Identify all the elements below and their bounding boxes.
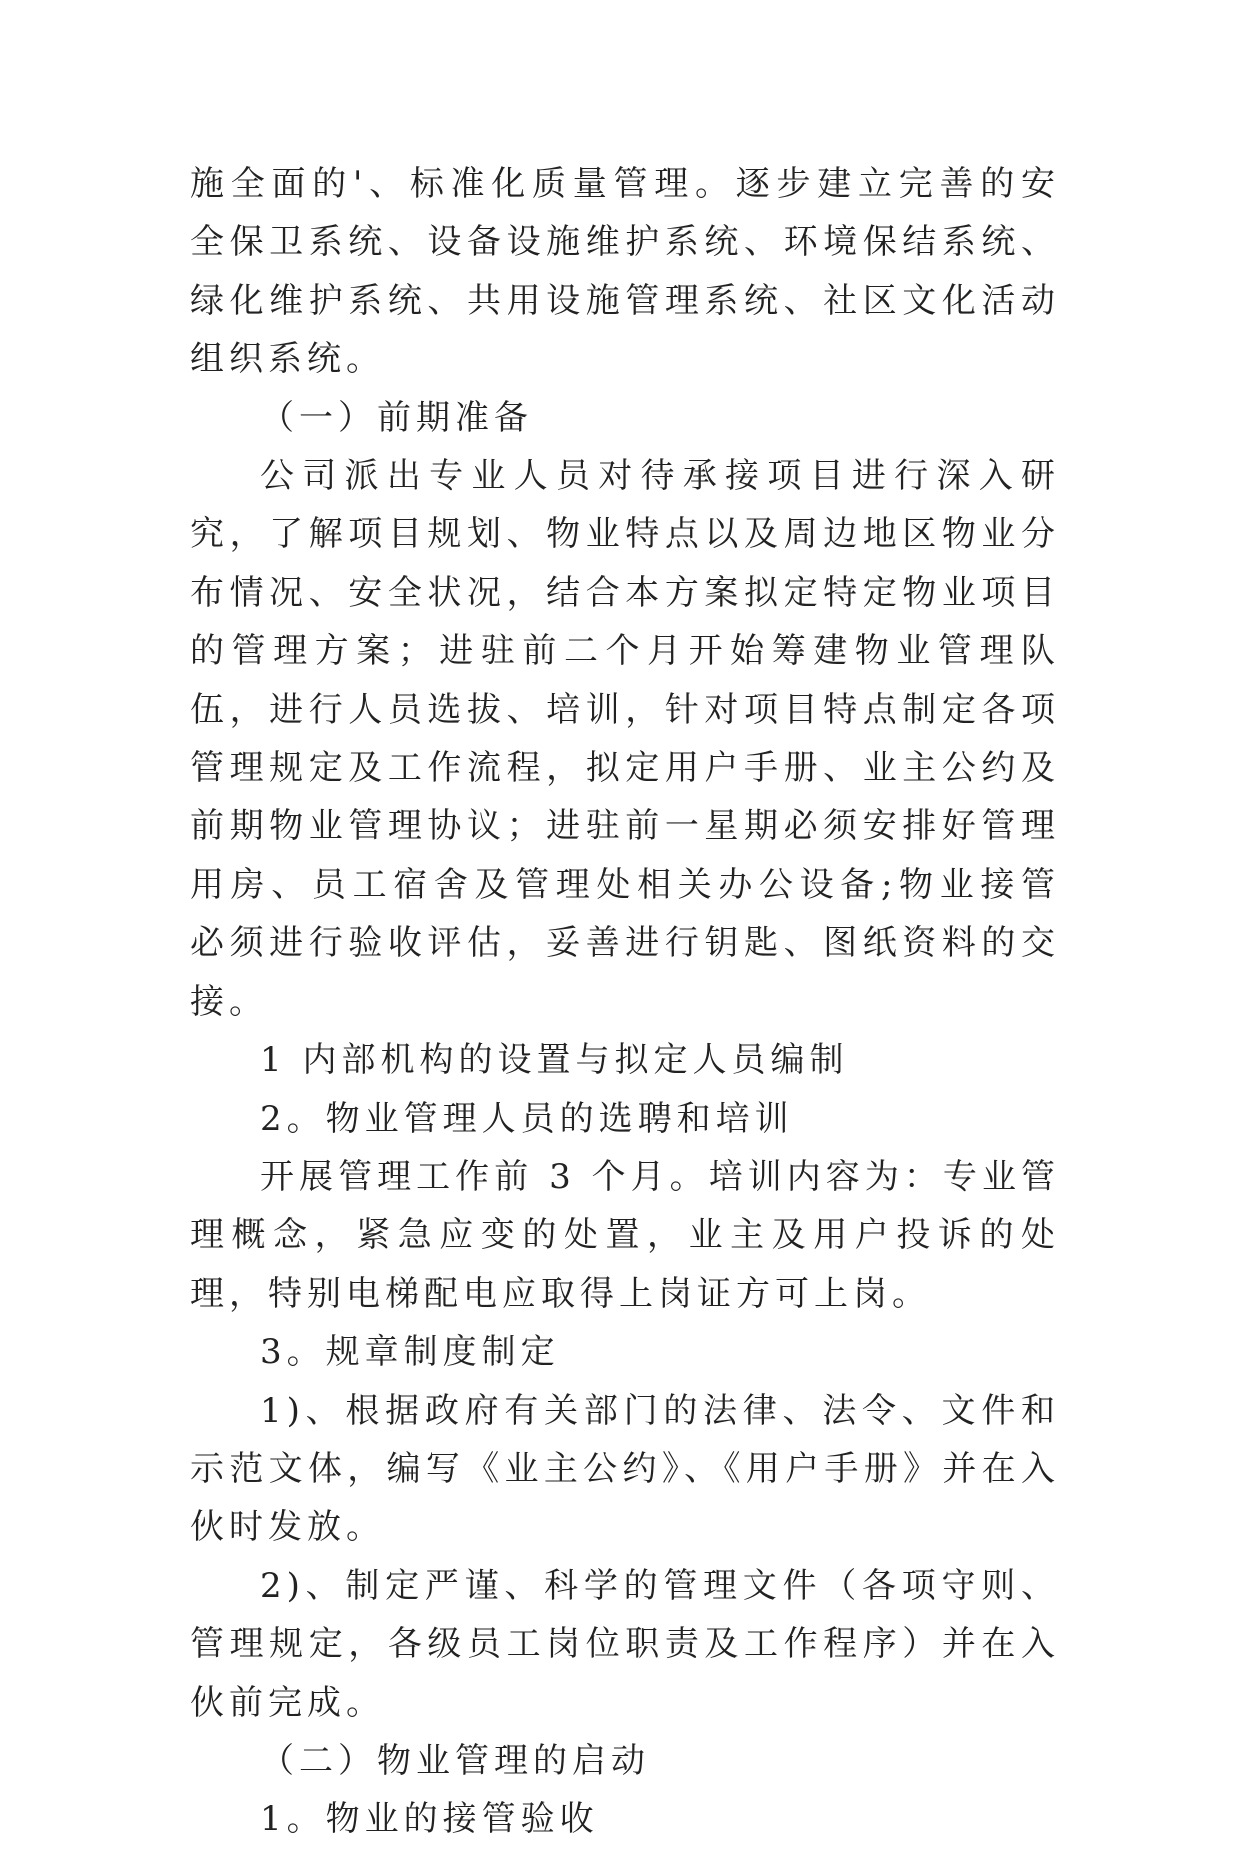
item-rule-owner-convention: 1)、根据政府有关部门的法律、法令、文件和示范文体，编写《业主公约》、《用户手册》并在入伙时发放。 xyxy=(190,1390,1060,1548)
paragraph-training-content: 开展管理工作前 3 个月。培训内容为：专业管理概念，紧急应变的处置，业主及用户投诉的处理，特别电梯配电应取得上岗证方可上岗。 xyxy=(190,1156,1060,1314)
item-internal-organization: 1 内部机构的设置与拟定人员编制 xyxy=(260,1040,849,1081)
heading-management-startup: （二）物业管理的启动 xyxy=(260,1740,650,1781)
heading-preliminary-preparation: （一）前期准备 xyxy=(260,397,533,438)
document-body xyxy=(190,155,1060,1849)
item-staff-recruitment-training: 2。物业管理人员的选聘和培训 xyxy=(260,1098,794,1139)
paragraph-preparation-details: 公司派出专业人员对待承接项目进行深入研究，了解项目规划、物业特点以及周边地区物业分布情况、安全状况，结合本方案拟定特定物业项目的管理方案；进驻前二个月开始筹建物业管理队伍，进行人员选拔、培训，针对项目特点制定各项管理规定及工作流程，拟定用户手册、业主公约及前期物业管理协议；进驻前一星期必须安排好管理用房、员工宿舍及管理处相关办公设备;物业接管必须进行验收评估，妥善进行钥匙、图纸资料的交接。 xyxy=(190,456,1060,1022)
item-rule-management-documents: 2)、制定严谨、科学的管理文件（各项守则、管理规定，各级员工岗位职责及工作程序）并在入伙前完成。 xyxy=(190,1565,1060,1723)
paragraph-quality-management: 施全面的'、标准化质量管理。逐步建立完善的安全保卫系统、设备设施维护系统、环境保结系统、绿化维护系统、共用设施管理系统、社区文化活动组织系统。 xyxy=(190,164,1060,380)
item-property-takeover: 1。物业的接管验收 xyxy=(260,1799,599,1840)
item-rules-regulations: 3。规章制度制定 xyxy=(260,1332,560,1373)
